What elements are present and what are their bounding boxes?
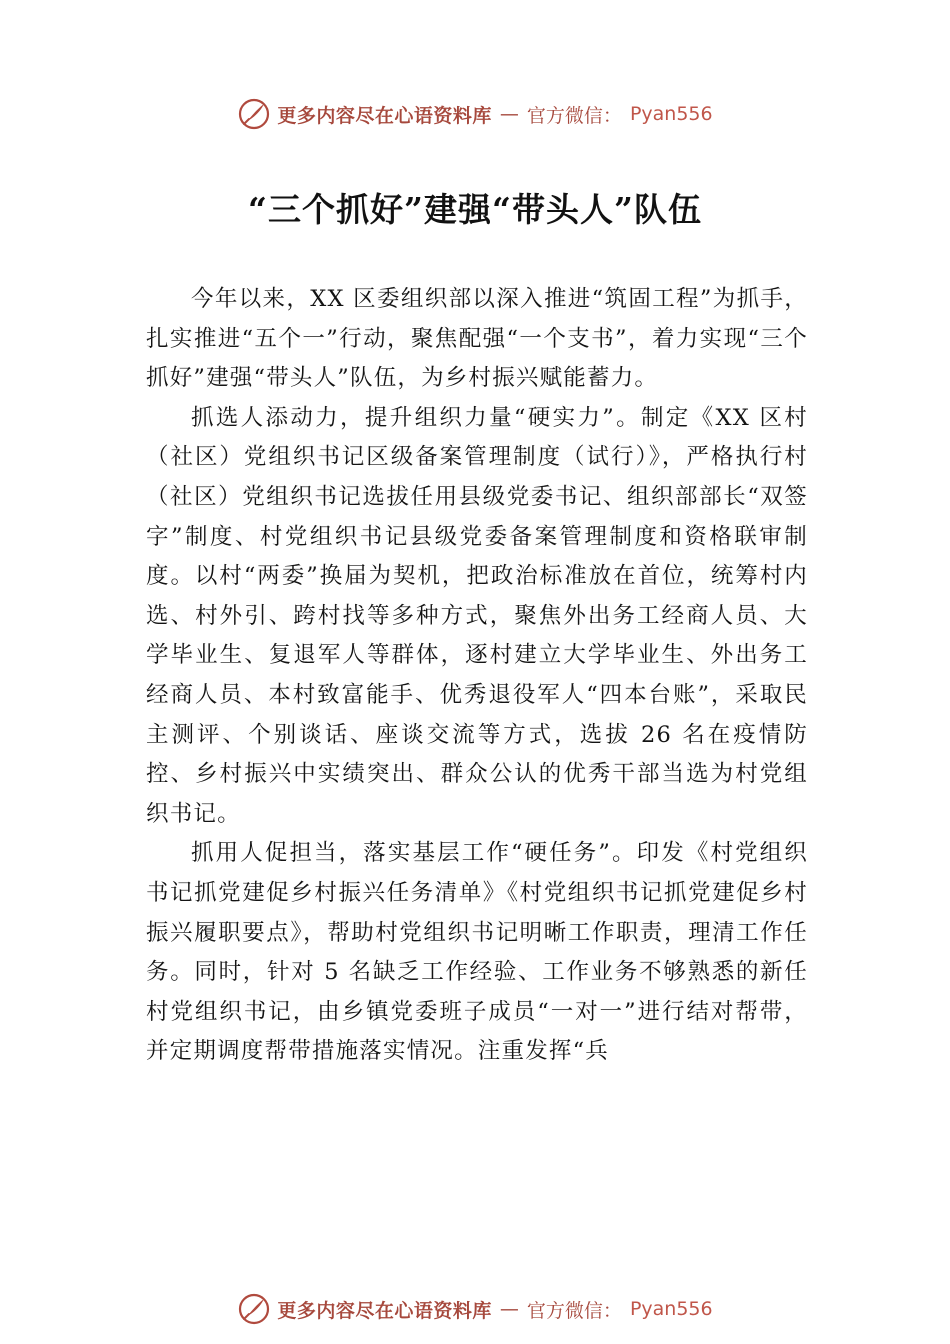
banner-wechat-account: Pyan556 (629, 103, 713, 125)
banner-dash: — (499, 103, 519, 125)
paragraph-intro: 今年以来，XX 区委组织部以深入推进“筑固工程”为抓手，扎实推进“五个一”行动，聚焦配强“一个支书”，着力实现“三个抓好”建强“带头人”队伍，为乡村振兴赋能蓄力。 (146, 286, 808, 392)
banner-wechat-label: 官方微信： (526, 1299, 622, 1322)
paragraph-responsibility: 抓用人促担当，落实基层工作“硬任务”。印发《村党组织书记抓党建促乡村振兴任务清单》《村党组织书记抓党建促乡村振兴履职要点》，帮助村党组织书记明晰工作职责，理清工作任务。同时，针对 5 名缺乏工作经验、工作业务不够熟悉的新任村党组织书记，由乡镇党委班子成员“一对一”进行结对帮带，并定期调度帮带措施落实情况。注重发挥“兵 (146, 840, 808, 1065)
banner-lead-text: 更多内容尽在心语资料库 (277, 104, 492, 127)
footer-watermark-banner (0, 1289, 950, 1329)
quill-logo-icon (237, 1292, 271, 1326)
paragraph-selection: 抓选人添动力，提升组织力量“硬实力”。制定《XX 区村（社区）党组织书记区级备案管理制度（试行）》，严格执行村（社区）党组织书记选拔任用县级党委书记、组织部部长“双签字”制度、村党组织书记县级党委备案管理制度和资格联审制度。以村“两委”换届为契机，把政治标准放在首位，统筹村内选、村外引、跨村找等多种方式，聚焦外出务工经商人员、大学毕业生、复退军人等群体，逐村建立大学毕业生、外出务工经商人员、本村致富能手、优秀退役军人“四本台账”，采取民主测评、个别谈话、座谈交流等方式，选拔 26 名在疫情防控、乡村振兴中实绩突出、群众公认的优秀干部当选为村党组织书记。 (146, 404, 808, 827)
quill-logo-icon (237, 97, 271, 131)
banner-wechat-label: 官方微信： (526, 104, 622, 127)
banner-dash: — (499, 1298, 519, 1320)
header-watermark-banner (0, 94, 950, 134)
banner-lead-text: 更多内容尽在心语资料库 (277, 1299, 492, 1322)
document-title: “三个抓好”建强“带头人”队伍 (248, 190, 702, 229)
document-body (146, 280, 808, 1072)
banner-wechat-account: Pyan556 (629, 1298, 713, 1320)
